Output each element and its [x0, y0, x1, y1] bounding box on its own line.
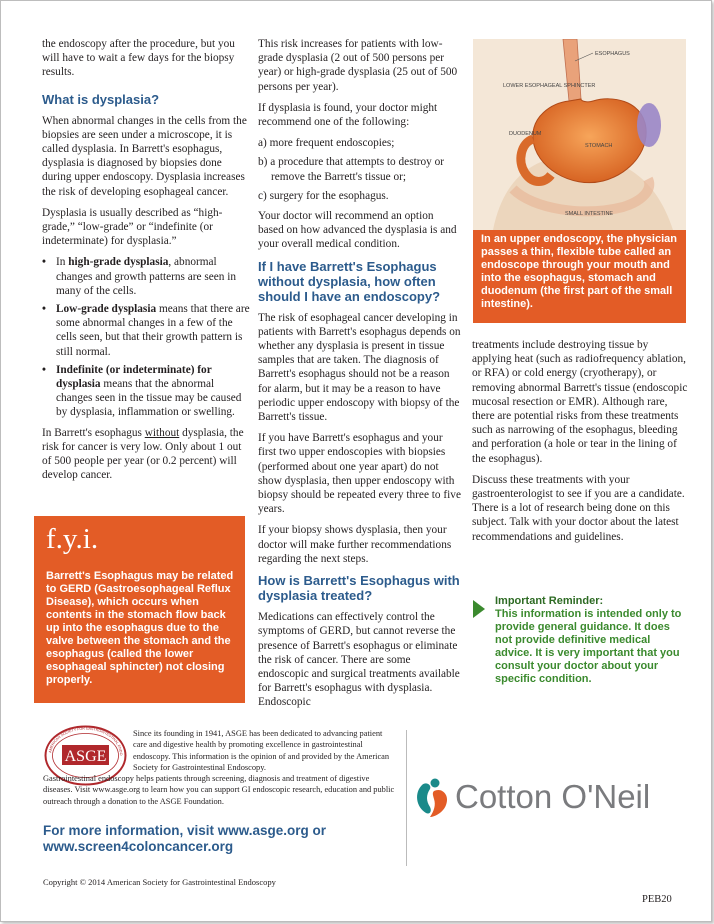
footer-divider: [406, 730, 407, 866]
list-item-indefinite: • Indefinite (or indeterminate) for dysplasia means that the abnormal changes seen in the tissue may be caused by dysplasia, inflammation or swelling.: [42, 363, 251, 420]
label-duodenum: DUODENUM: [509, 131, 542, 137]
important-reminder: [473, 595, 688, 686]
fyi-box: [34, 516, 245, 703]
option-paragraph: Your doctor will recommend an option based on how advanced the dysplasia is and your overall medical condition.: [258, 210, 457, 251]
gi-blurb: Gastrointestinal endoscopy helps patients through screening, diagnosis and treatment of digestive diseases. Visit www.asge.org to learn how you can support GI endoscopic research, education and public outreach through a donation to the ASGE Foundation.: [43, 774, 395, 806]
cotton-oneil-logo-icon: [408, 773, 456, 821]
document-code: PEB20: [642, 894, 672, 905]
risk-paragraph: In Barrett's esophagus without dysplasia, the risk for cancer is very low. Only about 1 out of 500 people per year (or 0.2 percent) will develop cancer.: [42, 426, 244, 482]
asge-ring-text: AMERICAN SOCIETY FOR GASTROINTESTINAL ENDO: [48, 726, 124, 756]
more-info-line-2: www.screen4coloncancer.org: [43, 839, 234, 854]
option-item: a) more frequent endoscopies;: [258, 137, 395, 150]
heading-how-treated: How is Barrett's Esophagus with dysplasia treated?: [258, 573, 460, 604]
anatomy-illustration: [473, 39, 686, 230]
heading-how-often-endoscopy: If I have Barrett's Esophagus without dysplasia, how often should I have an endoscopy?: [258, 258, 441, 304]
stomach-diagram: [473, 39, 686, 230]
dysplasia-grades: Dysplasia is usually described as “high-grade,” “low-grade” or “indefinite (or indeterminate) for dysplasia.”: [42, 206, 223, 248]
risk-cancer-paragraph: The risk of esophageal cancer developing in patients with Barrett's esophagus depends on whether any dysplasia is present in tissue samples that are taken. The diagnosis of Barrett's esophagus should not be a reason for alarm, but it may be a reason to have periodic upper endoscopy with biopsy of the Barrett's tissue.: [258, 311, 461, 424]
heading-what-is-dysplasia: What is dysplasia?: [42, 91, 160, 107]
medications-paragraph: Medications can effectively control the symptoms of GERD, but cannot reverse the presence of Barrett's esophagus or eliminate the risk of cancer. There are some endoscopic and surgical treatments available for Barrett's esophagus with dysplasia. Endoscopic: [258, 611, 460, 709]
label-stomach: STOMACH: [585, 143, 613, 149]
label-les: LOWER ESOPHAGEAL SPHINCTER: [503, 83, 596, 89]
figure-caption: In an upper endoscopy, the physician passes a thin, flexible tube called an endoscope through your mouth and into the esophagus, stomach and duodenum (the first part of the small intestine).: [473, 230, 686, 323]
biopsy-dysplasia-paragraph: If your biopsy shows dysplasia, then your doctor will make further recommendations regarding the next steps.: [258, 524, 452, 565]
more-info-line-1: For more information, visit www.asge.org or: [43, 823, 327, 838]
list-item-high-grade: • In high-grade dysplasia, abnormal changes and growth patterns are seen in many of the cells.: [42, 255, 251, 298]
label-esophagus: ESOPHAGUS: [595, 51, 630, 57]
dysplasia-definition: When abnormal changes in the cells from the biopsies are seen under a microscope, it is called dysplasia. In Barrett's esophagus, dysplasia is diagnosed by biopsies done during upper endoscopy. Dysplasia increases the risk of developing esophageal cancer.: [42, 114, 247, 198]
more-info: [43, 823, 383, 855]
label-small-intestine: SMALL INTESTINE: [565, 211, 614, 217]
cotton-oneil-name: Cotton O'Neil: [455, 778, 651, 815]
discuss-paragraph: Discuss these treatments with your gastroenterologist to see if you are a candidate. There is a lot of research being done on this subject. Talk with your doctor about the latest recommendations and guidelines.: [472, 473, 685, 543]
fyi-title: f.y.i.: [46, 523, 99, 555]
copyright: Copyright © 2014 American Society for Gastrointestinal Endoscopy: [43, 877, 276, 887]
dysplasia-list: [42, 255, 251, 419]
option-item: b) a procedure that attempts to destroy or remove the Barrett's tissue or;: [258, 156, 445, 183]
fyi-body: Barrett's Esophagus may be related to GERD (Gastroesophageal Reflux Disease), which occurs when contents in the stomach flow back up into the esophagus due to the valve between the stomach and the esophagus (called the lower esophageal sphincter) not closing properly.: [46, 570, 234, 686]
column-left: [42, 37, 251, 489]
arrow-icon: [473, 600, 485, 618]
reminder-title: Important Reminder:: [495, 595, 604, 607]
recommend-paragraph: If dysplasia is found, your doctor might recommend one of the following:: [258, 101, 438, 129]
option-item: c) surgery for the esophagus.: [258, 189, 389, 202]
reminder-body: This information is intended only to provide general guidance. It does not provide definitive medical advice. It is very important that you consult your doctor about your specific condition.: [495, 608, 682, 685]
column-right: [472, 338, 690, 551]
list-item-low-grade: • Low-grade dysplasia means that there are some abnormal changes in a few of the cells seen, but that their growth pattern is still normal.: [42, 302, 251, 359]
asge-logo-text: ASGE: [64, 748, 107, 765]
intro-paragraph: the endoscopy after the procedure, but you will have to wait a few days for the biopsy results.: [42, 38, 235, 79]
treatments-paragraph: treatments include destroying tissue by applying heat (such as radiofrequency ablation, or RFA) or cold energy (cryotherapy), or removing abnormal Barrett's tissue (endoscopic mucosal resection or EMR). Although rare, there are potential risks from these treatments such as narrowing of the esophagus, bleeding and perforation (a hole or tear in the lining of the esophagus).: [472, 339, 688, 465]
column-middle: [258, 37, 462, 717]
risk-increase-paragraph: This risk increases for patients with low-grade dysplasia (2 out of 500 persons per year) or high-grade dysplasia (25 out of 500 persons per year).: [258, 38, 458, 93]
options-list: [258, 136, 462, 203]
first-endoscopies-paragraph: If you have Barrett's esophagus and your first two upper endoscopies with biopsies (performed about one year apart) do not show dysplasia, then upper endoscopy with biopsy should be repeated every three to five years.: [258, 432, 461, 516]
asge-blurb: Since its founding in 1941, ASGE has been dedicated to advancing patient care and digestive health by promoting excellence in gastrointestinal endoscopy. This information is the opinion of and provided by the American Society for Gastrointestinal Endoscopy.: [133, 729, 390, 772]
